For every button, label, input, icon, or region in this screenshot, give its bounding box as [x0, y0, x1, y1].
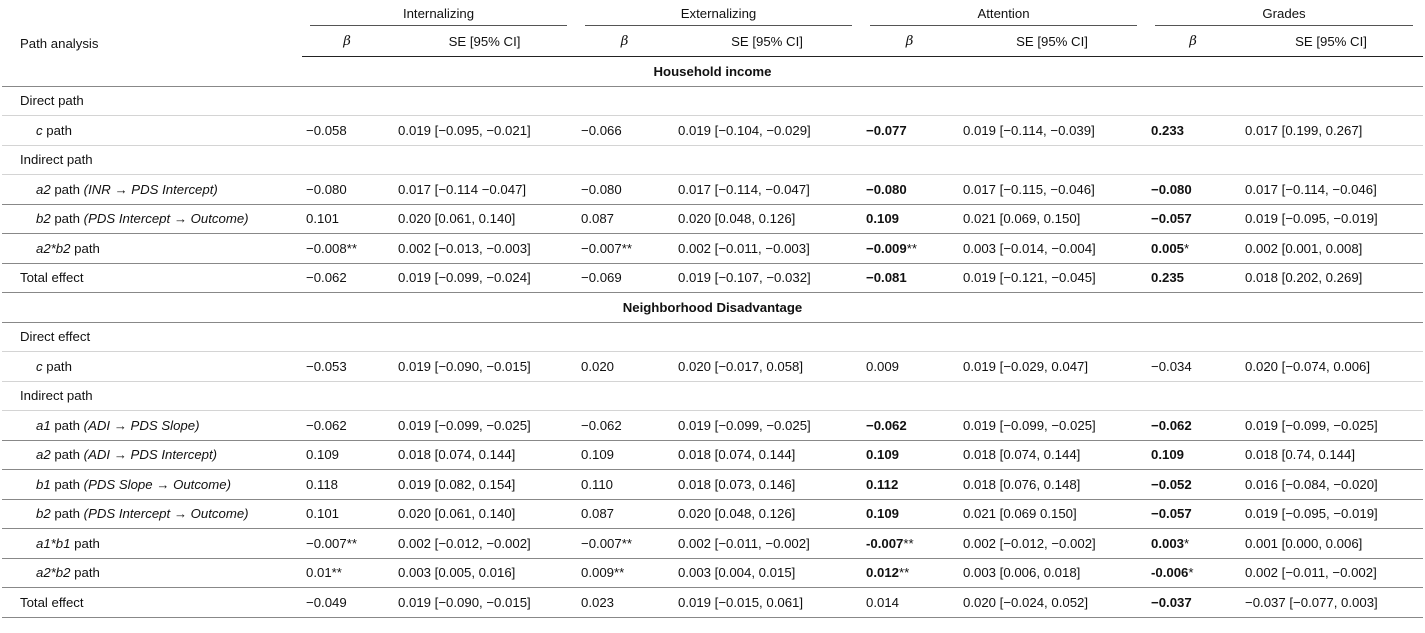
se-ci-cell: 0.019 [−0.099, −0.024] [392, 263, 577, 293]
beta-value: 0.109 [306, 447, 340, 463]
beta-value: −0.062 [581, 417, 622, 433]
beta-cell [577, 352, 672, 382]
se-ci-cell: 0.017 [−0.114, −0.047] [672, 175, 862, 205]
significance-marker: ** [621, 535, 632, 551]
beta-value: 0.087 [581, 506, 615, 522]
beta-cell [1147, 411, 1239, 441]
beta-value: 0.101 [306, 506, 340, 522]
category-row [2, 322, 1423, 352]
beta-value: 0.235 [1151, 270, 1185, 286]
se-ci-cell: 0.020 [0.061, 0.140] [392, 499, 577, 529]
beta-cell [1147, 263, 1239, 293]
se-ci-cell: 0.003 [−0.014, −0.004] [957, 234, 1147, 264]
se-ci-cell: 0.019 [−0.090, −0.015] [392, 588, 577, 618]
beta-cell [577, 263, 672, 293]
beta-value: 0.003 [1151, 535, 1185, 551]
beta-value: 0.012 [866, 565, 900, 581]
results-table [2, 0, 1423, 618]
se-ci-cell: 0.019 [−0.029, 0.047] [957, 352, 1147, 382]
beta-header: β [302, 26, 392, 57]
se-ci-cell: 0.003 [0.005, 0.016] [392, 558, 577, 588]
se-header: SE [95% CI] [957, 26, 1147, 57]
beta-value: −0.057 [1151, 506, 1192, 522]
path-symbol: b1 [36, 476, 51, 492]
beta-value: 0.087 [581, 211, 615, 227]
beta-value: 0.109 [866, 447, 900, 463]
table-row [2, 499, 1423, 529]
beta-value: −0.008 [306, 240, 347, 256]
significance-marker: ** [614, 565, 625, 581]
beta-value: −0.034 [1151, 358, 1192, 374]
table-header [2, 0, 1423, 57]
beta-value: 0.118 [306, 476, 339, 492]
beta-cell [577, 558, 672, 588]
beta-cell [1147, 234, 1239, 264]
beta-cell [302, 175, 392, 205]
category-label: Direct effect [2, 322, 1423, 352]
beta-cell [1147, 352, 1239, 382]
path-word: path [42, 122, 72, 138]
se-ci-cell: 0.019 [−0.099, −0.025] [392, 411, 577, 441]
beta-header: β [577, 26, 672, 57]
category-label: Indirect path [2, 381, 1423, 411]
table-row [2, 204, 1423, 234]
beta-value: −0.037 [1151, 594, 1192, 610]
beta-header: β [862, 26, 957, 57]
beta-cell [302, 263, 392, 293]
path-word: path [50, 181, 84, 197]
beta-cell [302, 588, 392, 618]
beta-value: −0.062 [1151, 417, 1192, 433]
beta-value: 0.109 [581, 447, 615, 463]
total-effect-row [2, 588, 1423, 618]
se-ci-cell: 0.019 [−0.099, −0.025] [672, 411, 862, 441]
beta-cell [577, 116, 672, 146]
beta-value: 0.020 [581, 358, 615, 374]
se-ci-cell: 0.018 [0.202, 0.269] [1239, 263, 1423, 293]
se-ci-cell: 0.016 [−0.084, −0.020] [1239, 470, 1423, 500]
se-ci-cell: 0.020 [0.048, 0.126] [672, 499, 862, 529]
se-header: SE [95% CI] [672, 26, 862, 57]
category-row [2, 381, 1423, 411]
beta-value: 0.101 [306, 211, 340, 227]
beta-cell [302, 116, 392, 146]
beta-cell [862, 204, 957, 234]
row-label [2, 116, 302, 146]
se-ci-cell: 0.020 [0.061, 0.140] [392, 204, 577, 234]
beta-value: 0.110 [581, 476, 614, 492]
table-row [2, 470, 1423, 500]
row-label [2, 234, 302, 264]
se-ci-cell: 0.017 [−0.114 −0.047] [392, 175, 577, 205]
path-word: path [50, 211, 84, 227]
beta-cell [1147, 588, 1239, 618]
significance-marker: * [1184, 240, 1190, 256]
path-word: path [70, 565, 100, 581]
se-ci-cell: 0.019 [−0.114, −0.039] [957, 116, 1147, 146]
se-ci-cell: 0.017 [−0.115, −0.046] [957, 175, 1147, 205]
se-ci-cell: 0.003 [0.004, 0.015] [672, 558, 862, 588]
category-label: Indirect path [2, 145, 1423, 175]
beta-value: −0.077 [866, 122, 907, 138]
se-ci-cell: 0.021 [0.069 0.150] [957, 499, 1147, 529]
path-word: path [50, 447, 84, 463]
beta-value: −0.062 [306, 270, 347, 286]
table-row [2, 440, 1423, 470]
beta-value: −0.069 [581, 270, 622, 286]
beta-cell [577, 175, 672, 205]
table-row [2, 352, 1423, 382]
beta-cell [302, 411, 392, 441]
se-ci-cell: 0.019 [−0.090, −0.015] [392, 352, 577, 382]
path-symbol: a1 [36, 417, 51, 433]
beta-value: 0.109 [866, 211, 900, 227]
significance-marker: ** [899, 565, 910, 581]
group-header-attention: Attention [862, 0, 1147, 26]
significance-marker: * [1188, 565, 1194, 581]
table-row [2, 529, 1423, 559]
se-ci-cell: 0.019 [−0.015, 0.061] [672, 588, 862, 618]
se-ci-cell: 0.002 [−0.011, −0.002] [672, 529, 862, 559]
beta-cell [1147, 204, 1239, 234]
beta-cell [862, 411, 957, 441]
beta-value: −0.080 [306, 181, 347, 197]
beta-value: −0.007 [581, 535, 622, 551]
se-ci-cell: 0.018 [0.076, 0.148] [957, 470, 1147, 500]
path-symbol: a2*b2 [36, 240, 71, 256]
section-header [2, 57, 1423, 87]
se-ci-cell: 0.002 [−0.012, −0.002] [957, 529, 1147, 559]
significance-marker: ** [906, 240, 917, 256]
beta-cell [862, 175, 957, 205]
row-label [2, 204, 302, 234]
beta-value: 0.109 [866, 506, 900, 522]
table-row [2, 234, 1423, 264]
beta-value: −0.066 [581, 122, 622, 138]
beta-cell [862, 558, 957, 588]
path-description: (INR → PDS Intercept) [83, 181, 218, 197]
se-ci-cell: 0.002 [−0.013, −0.003] [392, 234, 577, 264]
beta-cell [862, 234, 957, 264]
se-ci-cell: 0.017 [0.199, 0.267] [1239, 116, 1423, 146]
beta-value: −0.058 [306, 122, 347, 138]
beta-cell [302, 440, 392, 470]
path-description: (PDS Slope → Outcome) [83, 476, 231, 492]
significance-marker: ** [331, 565, 342, 581]
path-symbol: b2 [36, 211, 51, 227]
beta-cell [302, 352, 392, 382]
beta-cell [1147, 440, 1239, 470]
beta-cell [302, 529, 392, 559]
se-ci-cell: 0.017 [−0.114, −0.046] [1239, 175, 1423, 205]
path-symbol: a2 [36, 447, 51, 463]
beta-value: −0.081 [866, 270, 907, 286]
beta-cell [577, 204, 672, 234]
category-label: Direct path [2, 86, 1423, 116]
beta-cell [1147, 175, 1239, 205]
beta-value: 0.023 [581, 594, 615, 610]
beta-cell [577, 588, 672, 618]
path-description: (PDS Intercept → Outcome) [83, 211, 249, 227]
group-header-internalizing: Internalizing [302, 0, 577, 26]
se-ci-cell: 0.019 [−0.121, −0.045] [957, 263, 1147, 293]
row-label: Total effect [2, 588, 302, 618]
row-label [2, 529, 302, 559]
significance-marker: ** [346, 240, 357, 256]
path-symbol: c [36, 122, 43, 138]
path-analysis-header: Path analysis [20, 35, 99, 51]
beta-cell [577, 470, 672, 500]
significance-marker: * [1184, 535, 1190, 551]
category-row [2, 145, 1423, 175]
beta-cell [577, 529, 672, 559]
path-symbol: a1*b1 [36, 535, 71, 551]
path-symbol: b2 [36, 506, 51, 522]
se-ci-cell: 0.020 [0.048, 0.126] [672, 204, 862, 234]
beta-cell [577, 499, 672, 529]
se-ci-cell: 0.002 [−0.012, −0.002] [392, 529, 577, 559]
se-header: SE [95% CI] [392, 26, 577, 57]
beta-value: −0.049 [306, 594, 347, 610]
path-word: path [50, 506, 84, 522]
row-label [2, 352, 302, 382]
beta-cell [1147, 529, 1239, 559]
beta-cell [862, 116, 957, 146]
path-word: path [70, 535, 100, 551]
beta-value: -0.006 [1151, 565, 1189, 581]
significance-marker: ** [621, 240, 632, 256]
beta-value: -0.007 [866, 535, 904, 551]
beta-cell [302, 499, 392, 529]
se-ci-cell: 0.002 [−0.011, −0.002] [1239, 558, 1423, 588]
section-title: Neighborhood Disadvantage [2, 293, 1423, 323]
beta-value: 0.009 [866, 358, 900, 374]
group-header-externalizing: Externalizing [577, 0, 862, 26]
beta-cell [577, 440, 672, 470]
beta-cell [862, 470, 957, 500]
path-symbol: c [36, 358, 43, 374]
beta-value: 0.014 [866, 594, 900, 610]
se-ci-cell: 0.020 [−0.074, 0.006] [1239, 352, 1423, 382]
se-ci-cell: 0.019 [0.082, 0.154] [392, 470, 577, 500]
beta-value: −0.080 [1151, 181, 1192, 197]
beta-value: 0.109 [1151, 447, 1185, 463]
se-ci-cell: 0.020 [−0.017, 0.058] [672, 352, 862, 382]
row-label [2, 470, 302, 500]
beta-cell [302, 470, 392, 500]
beta-cell [862, 499, 957, 529]
path-word: path [50, 417, 84, 433]
se-ci-cell: 0.019 [−0.099, −0.025] [1239, 411, 1423, 441]
beta-value: −0.007 [581, 240, 622, 256]
beta-value: −0.053 [306, 358, 347, 374]
total-effect-row [2, 263, 1423, 293]
beta-cell [1147, 116, 1239, 146]
row-label [2, 411, 302, 441]
se-ci-cell: 0.019 [−0.104, −0.029] [672, 116, 862, 146]
path-word: path [70, 240, 100, 256]
beta-cell [1147, 558, 1239, 588]
beta-cell [862, 263, 957, 293]
row-label [2, 558, 302, 588]
table-row [2, 558, 1423, 588]
beta-cell [862, 588, 957, 618]
beta-value: 0.233 [1151, 122, 1185, 138]
se-ci-cell: 0.018 [0.74, 0.144] [1239, 440, 1423, 470]
se-ci-cell: 0.018 [0.073, 0.146] [672, 470, 862, 500]
beta-value: −0.052 [1151, 476, 1192, 492]
path-description: (ADI → PDS Slope) [83, 417, 200, 433]
table-row [2, 411, 1423, 441]
se-ci-cell: 0.002 [−0.011, −0.003] [672, 234, 862, 264]
path-symbol: a2*b2 [36, 565, 71, 581]
path-symbol: a2 [36, 181, 51, 197]
row-label [2, 499, 302, 529]
beta-value: −0.007 [306, 535, 347, 551]
beta-value: −0.057 [1151, 211, 1192, 227]
beta-value: 0.112 [866, 476, 899, 492]
se-ci-cell: 0.019 [−0.107, −0.032] [672, 263, 862, 293]
beta-cell [1147, 470, 1239, 500]
beta-cell [862, 440, 957, 470]
table-body [2, 57, 1423, 618]
row-label: Total effect [2, 263, 302, 293]
se-ci-cell: 0.019 [−0.095, −0.021] [392, 116, 577, 146]
se-ci-cell: 0.021 [0.069, 0.150] [957, 204, 1147, 234]
se-ci-cell: 0.003 [0.006, 0.018] [957, 558, 1147, 588]
row-label [2, 175, 302, 205]
se-ci-cell: 0.019 [−0.099, −0.025] [957, 411, 1147, 441]
se-ci-cell: 0.019 [−0.095, −0.019] [1239, 499, 1423, 529]
significance-marker: ** [346, 535, 357, 551]
beta-cell [577, 234, 672, 264]
beta-cell [302, 234, 392, 264]
category-row [2, 86, 1423, 116]
se-ci-cell: 0.002 [0.001, 0.008] [1239, 234, 1423, 264]
se-ci-cell: 0.019 [−0.095, −0.019] [1239, 204, 1423, 234]
se-ci-cell: −0.037 [−0.077, 0.003] [1239, 588, 1423, 618]
group-header-grades: Grades [1147, 0, 1423, 26]
se-ci-cell: 0.018 [0.074, 0.144] [672, 440, 862, 470]
beta-value: 0.009 [581, 565, 615, 581]
se-header: SE [95% CI] [1239, 26, 1423, 57]
beta-value: 0.01 [306, 565, 332, 581]
path-word: path [42, 358, 72, 374]
path-description: (PDS Intercept → Outcome) [83, 506, 249, 522]
row-label [2, 440, 302, 470]
beta-value: −0.062 [866, 417, 907, 433]
beta-cell [1147, 499, 1239, 529]
se-ci-cell: 0.020 [−0.024, 0.052] [957, 588, 1147, 618]
beta-value: −0.080 [581, 181, 622, 197]
path-description: (ADI → PDS Intercept) [83, 447, 218, 463]
table-row [2, 175, 1423, 205]
table-row [2, 116, 1423, 146]
beta-cell [577, 411, 672, 441]
beta-cell [862, 529, 957, 559]
beta-value: −0.062 [306, 417, 347, 433]
beta-value: −0.009 [866, 240, 907, 256]
beta-header: β [1147, 26, 1239, 57]
section-header [2, 293, 1423, 323]
beta-cell [862, 352, 957, 382]
se-ci-cell: 0.018 [0.074, 0.144] [392, 440, 577, 470]
beta-cell [302, 204, 392, 234]
significance-marker: ** [903, 535, 914, 551]
beta-value: −0.080 [866, 181, 907, 197]
se-ci-cell: 0.001 [0.000, 0.006] [1239, 529, 1423, 559]
path-word: path [50, 476, 84, 492]
section-title: Household income [2, 57, 1423, 87]
beta-value: 0.005 [1151, 240, 1185, 256]
se-ci-cell: 0.018 [0.074, 0.144] [957, 440, 1147, 470]
beta-cell [302, 558, 392, 588]
